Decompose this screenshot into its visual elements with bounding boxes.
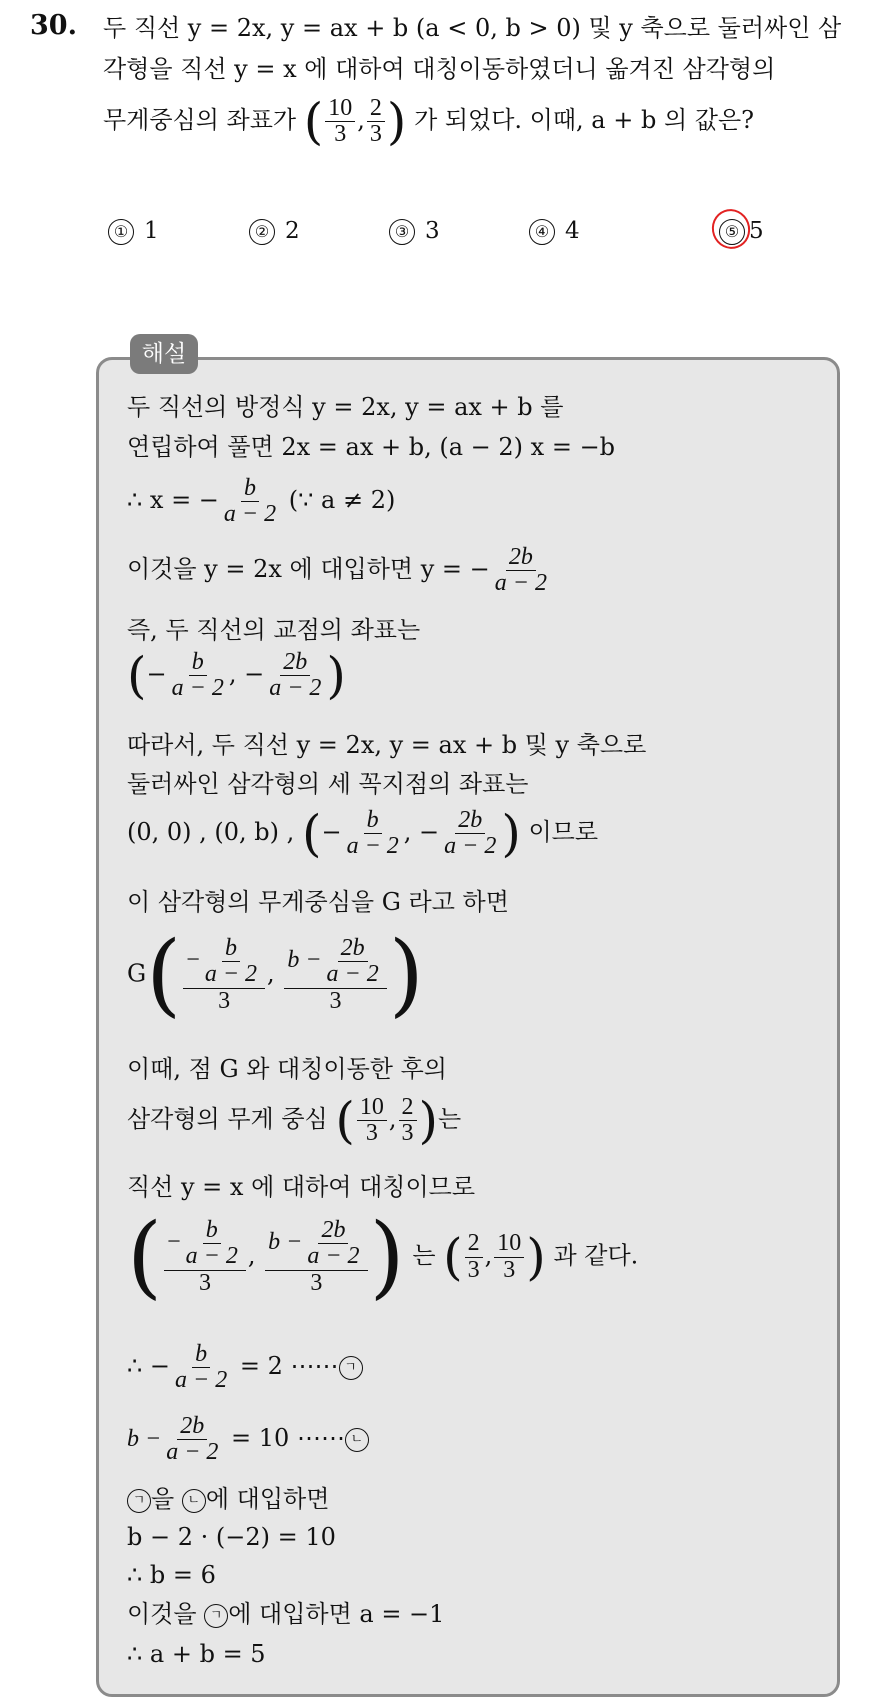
answer-circle-mark: [706, 204, 755, 255]
problem-number: 30.: [30, 10, 77, 41]
choice-1[interactable]: ① 1: [108, 218, 159, 245]
sol-line-17: b − $\frac{2b}{a - 2}$ = 10 ⋯⋯ ㄴ: [127, 1414, 369, 1465]
sol-line-3: ∴ x = − $\frac{b}{a - 2}$ (∵ a ≠ 2): [127, 475, 396, 528]
choice-5[interactable]: ⑤ 5: [719, 218, 764, 245]
sol-line-10: 이 삼각형의 무게중심을 G 라고 하면: [127, 888, 509, 916]
choice-3[interactable]: ③ 3: [389, 218, 440, 245]
sol-line-6: (− $\frac{b}{a - 2}$ , − $\frac{2b}{a - 2}$ ): [127, 646, 346, 705]
problem-line-1: 두 직선 y = 2x, y = ax + b (a < 0, b > 0) 및 y 축으로 둘러싸인 삼: [103, 14, 842, 42]
sol-line-19: b − 2 · (−2) = 10: [127, 1523, 336, 1551]
centroid-x-fraction: $\frac{10}{3}$: [325, 96, 355, 147]
sol-line-22: ∴ a + b = 5: [127, 1640, 266, 1668]
sol-line-2: 연립하여 풀면 2x = ax + b, (a − 2) x = −b: [127, 433, 616, 461]
sol-line-21: 이것을 ㄱ 에 대입하면 a = −1: [127, 1600, 445, 1628]
sol-line-1: 두 직선의 방정식 y = 2x, y = ax + b 를: [127, 393, 564, 421]
sol-line-5: 즉, 두 직선의 교점의 좌표는: [127, 616, 421, 644]
sol-line-16: ∴ − $\frac{b}{a - 2}$ = 2 ⋯⋯ ㄱ: [127, 1342, 363, 1393]
choice-4[interactable]: ④ 4: [529, 218, 580, 245]
sol-line-9: (0, 0) , (0, b) , (− $\frac{b}{a - 2}$ , − $\frac{2b}{a - 2}$ ) 이므로: [127, 804, 599, 863]
solution-tag: 해설: [130, 334, 198, 374]
sol-line-13: 삼각형의 무게 중심 ( $\frac{10}{3}$ , $\frac{2}{3}$ )는: [127, 1091, 462, 1150]
sol-line-20: ∴ b = 6: [127, 1561, 216, 1589]
sol-line-18: ㄱ 을 ㄴ 에 대입하면: [127, 1485, 329, 1514]
circle-nieun: ㄴ: [345, 1428, 369, 1452]
sol-line-4: 이것을 y = 2x 에 대입하면 y = − $\frac{2b}{a - 2}$: [127, 544, 547, 597]
sol-line-12: 이때, 점 G 와 대칭이동한 후의: [127, 1055, 447, 1083]
centroid-y-fraction: $\frac{2}{3}$: [367, 96, 385, 147]
problem-line-3: 무게중심의 좌표가 ( $\frac{10}{3}$ , $\frac{2}{3}$ ) 가 되었다. 이때, a + b 의 값은?: [103, 92, 755, 151]
circle-giyeok: ㄱ: [339, 1356, 363, 1380]
problem-line-2: 각형을 직선 y = x 에 대하여 대칭이동하였더니 옮겨진 삼각형의: [103, 55, 776, 83]
sol-line-15: ( − $\frac{b}{a - 2}$ 3 , b − $\frac{2b}{a - 2}$ 3 ) 는 ( $\frac{2}{3}$ , $\frac{10}{3}$ ) 과 같다.: [127, 1204, 639, 1309]
sol-line-14: 직선 y = x 에 대하여 대칭이므로: [127, 1173, 475, 1201]
sol-line-11: G( − $\frac{b}{a - 2}$ 3 , b − $\frac{2b}{a - 2}$ 3 ): [127, 922, 424, 1027]
sol-line-8: 둘러싸인 삼각형의 세 꼭지점의 좌표는: [127, 770, 529, 798]
sol-line-7: 따라서, 두 직선 y = 2x, y = ax + b 및 y 축으로: [127, 731, 647, 759]
choice-2[interactable]: ② 2: [249, 218, 300, 245]
